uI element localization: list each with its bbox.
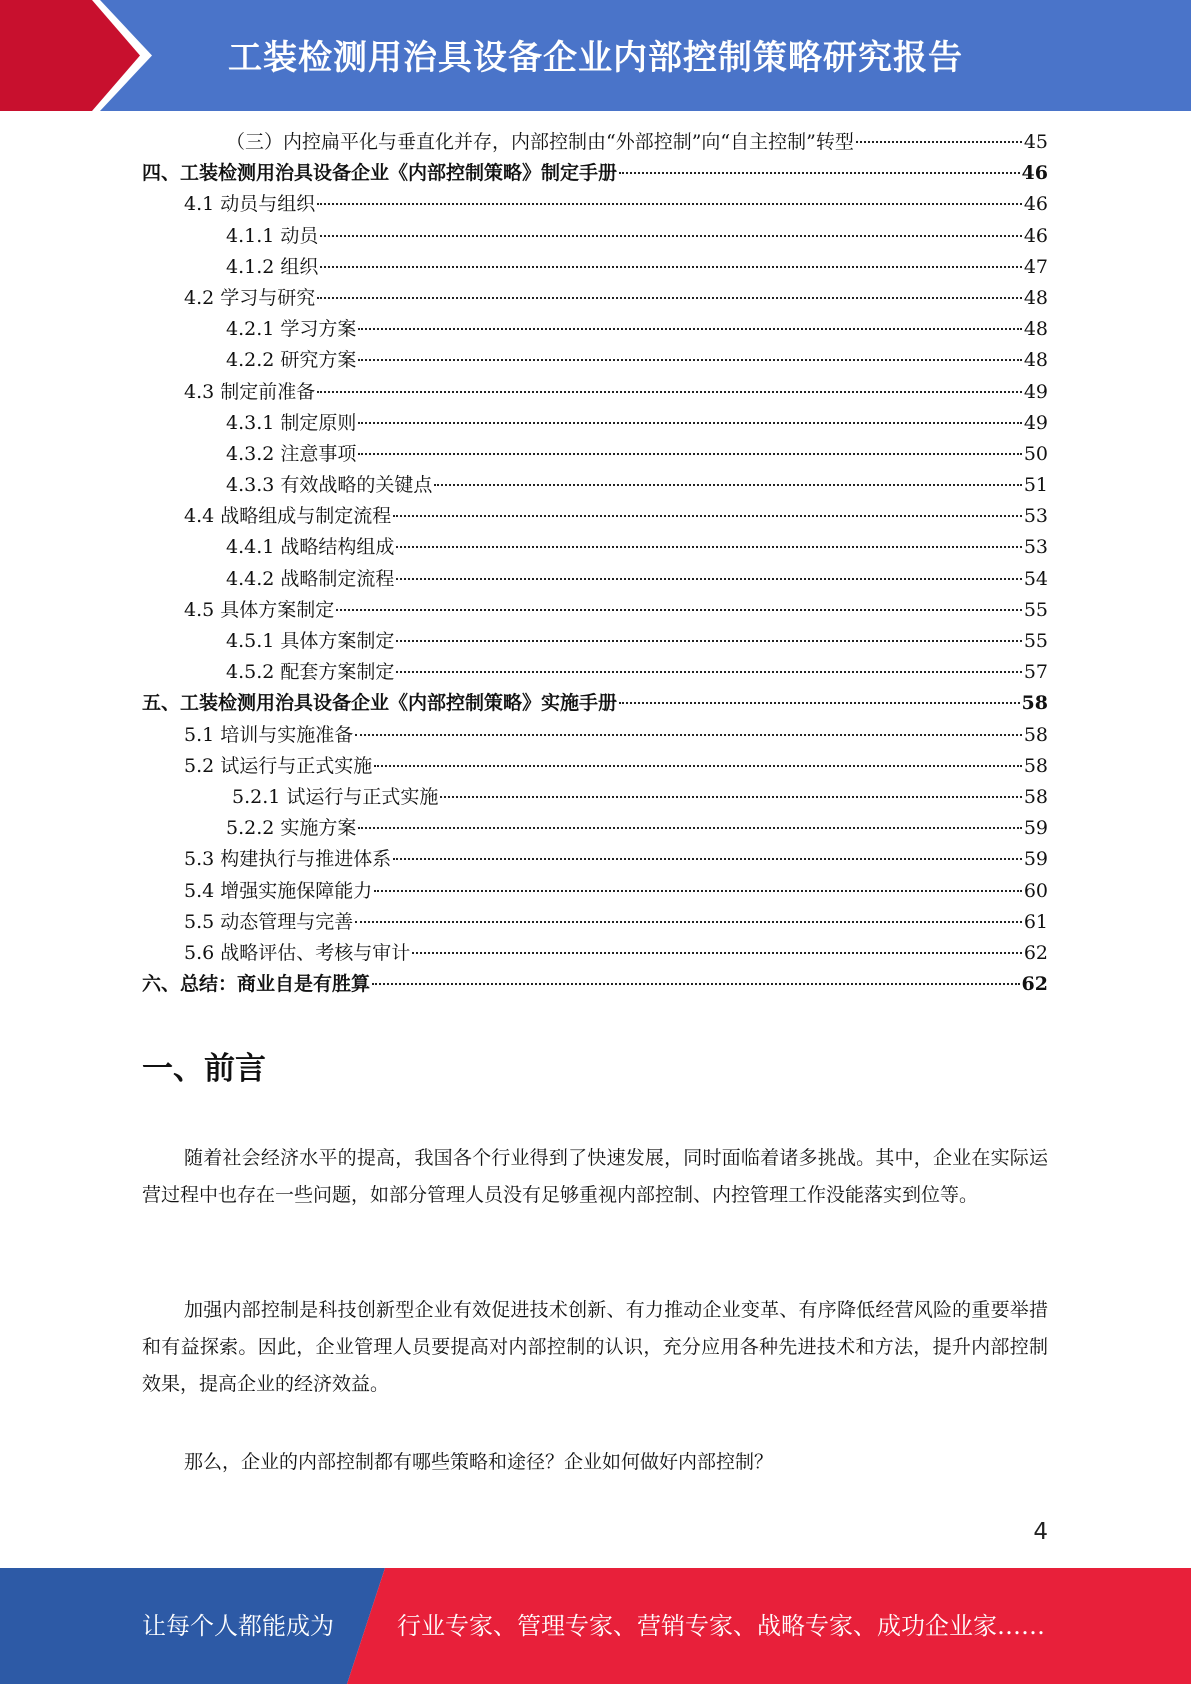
toc-page-number: 54 bbox=[1023, 567, 1048, 590]
toc-entry[interactable] bbox=[142, 751, 1048, 782]
toc-dot-leader bbox=[396, 546, 1021, 548]
footer-slogan-left: 让每个人都能成为 bbox=[142, 1612, 334, 1640]
toc-entry-text: 4.5.2 配套方案制定 bbox=[226, 661, 395, 684]
toc-entry-text: 4.4.2 战略制定流程 bbox=[226, 567, 395, 590]
toc-dot-leader bbox=[317, 391, 1022, 393]
toc-dot-leader bbox=[317, 297, 1022, 299]
toc-dot-leader bbox=[358, 827, 1021, 829]
toc-dot-leader bbox=[374, 765, 1022, 767]
toc-entry[interactable] bbox=[142, 439, 1048, 470]
toc-page-number: 47 bbox=[1023, 255, 1048, 278]
toc-page-number: 58 bbox=[1023, 754, 1048, 777]
toc-page-number: 46 bbox=[1023, 193, 1048, 216]
toc-page-number: 58 bbox=[1023, 785, 1048, 808]
header-chevron-icon bbox=[0, 0, 160, 111]
toc-page-number: 46 bbox=[1023, 224, 1048, 247]
toc-dot-leader bbox=[374, 890, 1022, 892]
toc-page-number: 58 bbox=[1021, 692, 1048, 715]
toc-page-number: 62 bbox=[1023, 941, 1048, 964]
toc-dot-leader bbox=[358, 359, 1021, 361]
toc-dot-leader bbox=[440, 796, 1021, 798]
toc-dot-leader bbox=[358, 328, 1021, 330]
toc-page-number: 60 bbox=[1023, 879, 1048, 902]
toc-entry[interactable] bbox=[142, 938, 1048, 969]
toc-entry[interactable] bbox=[142, 377, 1048, 408]
toc-entry[interactable] bbox=[142, 688, 1048, 719]
toc-page-number: 61 bbox=[1023, 910, 1048, 933]
toc-dot-leader bbox=[393, 858, 1022, 860]
toc-entry-text: 5.2 试运行与正式实施 bbox=[184, 754, 373, 777]
toc-dot-leader bbox=[358, 422, 1021, 424]
toc-entry-text: 四、工装检测用治具设备企业《内部控制策略》制定手册 bbox=[142, 162, 618, 185]
toc-entry[interactable] bbox=[142, 720, 1048, 751]
toc-dot-leader bbox=[372, 983, 1020, 985]
page-number: 4 bbox=[1033, 1519, 1048, 1545]
toc-dot-leader bbox=[336, 609, 1022, 611]
toc-dot-leader bbox=[320, 266, 1021, 268]
toc-dot-leader bbox=[856, 141, 1022, 143]
toc-page-number: 48 bbox=[1023, 318, 1048, 341]
toc-entry-text: 5.2.2 实施方案 bbox=[226, 817, 357, 840]
toc-entry[interactable] bbox=[142, 532, 1048, 563]
toc-page-number: 49 bbox=[1023, 411, 1048, 434]
header-title: 工装检测用治具设备企业内部控制策略研究报告 bbox=[228, 38, 963, 78]
toc-page-number: 59 bbox=[1023, 817, 1048, 840]
toc-page-number: 45 bbox=[1023, 131, 1048, 153]
toc-page-number: 58 bbox=[1023, 723, 1048, 746]
table-of-contents bbox=[142, 127, 1048, 1000]
toc-dot-leader bbox=[619, 172, 1020, 174]
toc-page-number: 50 bbox=[1023, 442, 1048, 465]
toc-dot-leader bbox=[396, 578, 1021, 580]
toc-entry[interactable] bbox=[142, 127, 1048, 158]
toc-entry[interactable] bbox=[142, 876, 1048, 907]
toc-page-number: 46 bbox=[1021, 162, 1048, 185]
toc-dot-leader bbox=[317, 203, 1022, 205]
toc-entry-text: 4.1 动员与组织 bbox=[184, 193, 316, 216]
toc-entry[interactable] bbox=[142, 501, 1048, 532]
toc-entry[interactable] bbox=[142, 470, 1048, 501]
paragraph-2: 加强内部控制是科技创新型企业有效促进技术创新、有力推动企业变革、有序降低经营风险的重要举措和有益探索。因此，企业管理人员要提高对内部控制的认识，充分应用各种先进技术和方法，提升内部控制效果，提高企业的经济效益。 bbox=[142, 1299, 1048, 1395]
toc-entry[interactable] bbox=[142, 844, 1048, 875]
toc-entry-text: 4.4 战略组成与制定流程 bbox=[184, 505, 392, 528]
toc-entry[interactable] bbox=[142, 283, 1048, 314]
toc-entry[interactable] bbox=[142, 189, 1048, 220]
toc-entry[interactable] bbox=[142, 345, 1048, 376]
toc-entry-text: 5.3 构建执行与推进体系 bbox=[184, 848, 392, 871]
toc-entry-text: 5.4 增强实施保障能力 bbox=[184, 879, 373, 902]
toc-page-number: 53 bbox=[1023, 536, 1048, 559]
toc-entry-text: 5.2.1 试运行与正式实施 bbox=[232, 785, 439, 808]
toc-entry-text: 4.5 具体方案制定 bbox=[184, 598, 335, 621]
toc-entry-text: 4.3.2 注意事项 bbox=[226, 442, 357, 465]
toc-entry[interactable] bbox=[142, 595, 1048, 626]
toc-page-number: 57 bbox=[1023, 661, 1048, 684]
page-footer bbox=[0, 1568, 1191, 1684]
toc-entry[interactable] bbox=[142, 969, 1048, 1000]
toc-page-number: 48 bbox=[1023, 349, 1048, 372]
toc-entry[interactable] bbox=[142, 314, 1048, 345]
toc-entry[interactable] bbox=[142, 408, 1048, 439]
toc-entry-text: 4.1.2 组织 bbox=[226, 255, 319, 278]
toc-entry-text: 4.3.1 制定原则 bbox=[226, 411, 357, 434]
toc-dot-leader bbox=[358, 453, 1021, 455]
paragraph-1: 随着社会经济水平的提高，我国各个行业得到了快速发展，同时面临着诸多挑战。其中，企业在实际运营过程中也存在一些问题，如部分管理人员没有足够重视内部控制、内控管理工作没能落实到位等。 bbox=[142, 1147, 1048, 1206]
toc-page-number: 48 bbox=[1023, 286, 1048, 309]
toc-entry[interactable] bbox=[142, 626, 1048, 657]
toc-page-number: 62 bbox=[1021, 973, 1048, 996]
toc-entry-text: 5.6 战略评估、考核与审计 bbox=[184, 941, 411, 964]
toc-entry-text: 5.5 动态管理与完善 bbox=[184, 910, 354, 933]
paragraph-3: 那么，企业的内部控制都有哪些策略和途径？企业如何做好内部控制？ bbox=[184, 1451, 774, 1473]
toc-dot-leader bbox=[393, 515, 1022, 517]
toc-page-number: 55 bbox=[1023, 598, 1048, 621]
toc-entry[interactable] bbox=[142, 252, 1048, 283]
toc-entry-text: 4.4.1 战略结构组成 bbox=[226, 536, 395, 559]
toc-entry-text: 4.1.1 动员 bbox=[226, 224, 319, 247]
page-header bbox=[0, 0, 1191, 111]
footer-slogan-right: 行业专家、管理专家、营销专家、战略专家、成功企业家…… bbox=[397, 1612, 1045, 1640]
toc-entry[interactable] bbox=[142, 564, 1048, 595]
toc-dot-leader bbox=[355, 734, 1022, 736]
toc-dot-leader bbox=[355, 921, 1022, 923]
toc-entry-text: 六、总结：商业自是有胜算 bbox=[142, 973, 371, 996]
toc-entry[interactable] bbox=[142, 907, 1048, 938]
toc-dot-leader bbox=[619, 702, 1020, 704]
toc-entry-text: 4.2.2 研究方案 bbox=[226, 349, 357, 372]
toc-entry-text: 4.2 学习与研究 bbox=[184, 286, 316, 309]
toc-entry[interactable] bbox=[142, 158, 1048, 189]
toc-dot-leader bbox=[396, 671, 1021, 673]
toc-page-number: 49 bbox=[1023, 380, 1048, 403]
section-heading: 一、前言 bbox=[142, 1051, 266, 1087]
toc-page-number: 53 bbox=[1023, 505, 1048, 528]
toc-dot-leader bbox=[412, 952, 1022, 954]
toc-entry[interactable] bbox=[142, 813, 1048, 844]
toc-entry-text: 5.1 培训与实施准备 bbox=[184, 723, 354, 746]
toc-dot-leader bbox=[434, 484, 1021, 486]
toc-entry-text: 五、工装检测用治具设备企业《内部控制策略》实施手册 bbox=[142, 692, 618, 715]
toc-entry-text: （三）内控扁平化与垂直化并存，内部控制由“外部控制”向“自主控制”转型 bbox=[226, 131, 854, 153]
toc-entry-text: 4.5.1 具体方案制定 bbox=[226, 630, 395, 652]
toc-entry[interactable] bbox=[142, 782, 1048, 813]
toc-page-number: 55 bbox=[1023, 630, 1048, 652]
toc-entry-text: 4.3 制定前准备 bbox=[184, 380, 316, 403]
toc-dot-leader bbox=[396, 640, 1021, 642]
toc-entry[interactable] bbox=[142, 221, 1048, 252]
toc-page-number: 51 bbox=[1023, 474, 1048, 497]
toc-entry[interactable] bbox=[142, 657, 1048, 688]
toc-page-number: 59 bbox=[1023, 848, 1048, 871]
toc-dot-leader bbox=[320, 235, 1021, 237]
toc-entry-text: 4.2.1 学习方案 bbox=[226, 318, 357, 341]
toc-entry-text: 4.3.3 有效战略的关键点 bbox=[226, 474, 433, 497]
